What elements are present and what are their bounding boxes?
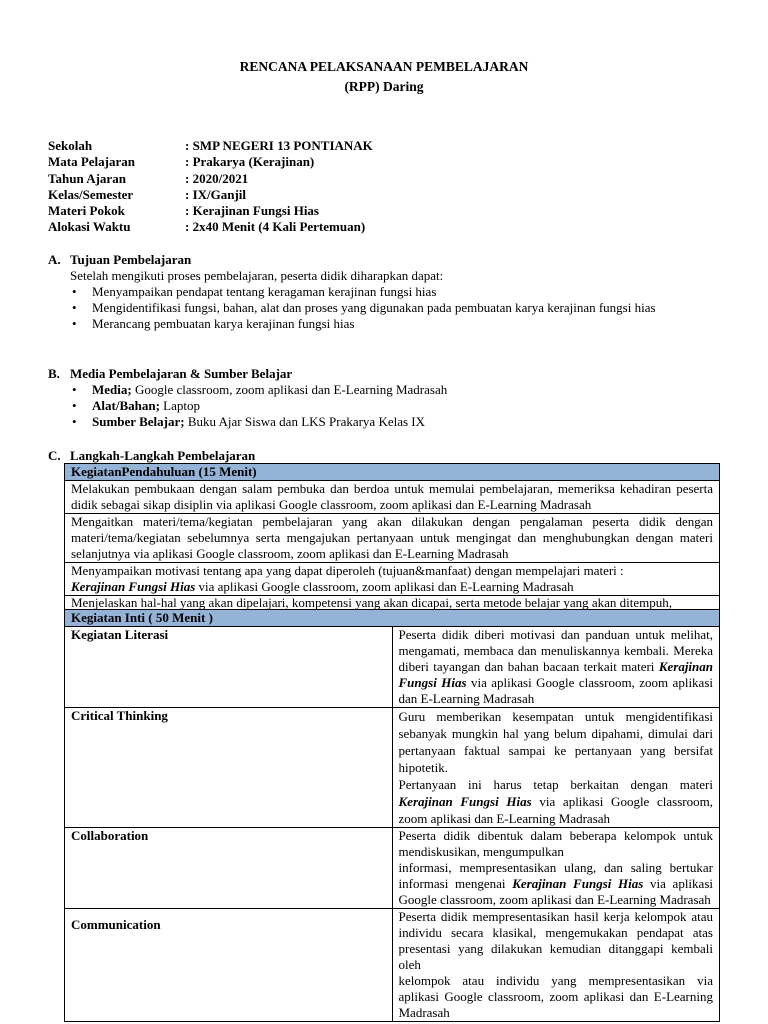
info-value: : 2020/2021 <box>185 170 249 186</box>
objectives-list <box>70 284 722 332</box>
section-letter: B. <box>48 366 60 381</box>
media-list <box>70 382 722 430</box>
section-c-heading <box>48 448 255 464</box>
section-letter: A. <box>48 252 61 267</box>
identity-block <box>48 138 373 236</box>
info-label: Materi Pokok <box>48 203 125 219</box>
table-row <box>65 610 720 627</box>
cell-text: Guru memberikan kesempatan untuk mengidentifikasi sebanyak mungkin hal yang belum dipahami, dimulai dari pertanyaan faktual sampai ke pertanyaan yang bersifat hipotetik. <box>398 709 713 775</box>
emphasis-text: Kerajinan Fungsi Hias <box>398 794 532 809</box>
table-row <box>65 909 720 1022</box>
table-cell: Melakukan pembukaan dengan salam pembuka dan berdoa untuk memulai pembelajaran, memeriksa kehadiran peserta didik sebagai sikap disiplin via aplikasi Google classroom, zoom aplikasi dan E-Learning Madrasah <box>65 481 720 514</box>
section-title: Media Pembelajaran & Sumber Belajar <box>70 366 293 381</box>
cell-text: via aplikasi Google classroom, zoom aplikasi dan E-Learning Madrasah <box>398 675 713 706</box>
cell-text: Pertanyaan ini harus tetap berkaitan dengan materi <box>398 777 713 792</box>
cell-text: Peserta didik mempresentasikan hasil kerja kelompok atau individu secara klasikal, mengemukakan pendapat atas presentasi yang dilakukan kemudian ditanggapi kembali oleh <box>398 909 713 972</box>
item-label: Sumber Belajar; <box>92 414 185 429</box>
info-label: Sekolah <box>48 138 93 153</box>
table-cell <box>392 909 720 1022</box>
table-row <box>65 828 720 909</box>
row-label: Kegiatan Literasi <box>65 627 393 708</box>
emphasis-text: Kerajinan Fungsi Hias <box>71 579 196 594</box>
list-item <box>70 398 722 414</box>
info-label: Tahun Ajaran <box>48 170 126 186</box>
table-cell: Mengaitkan materi/tema/kegiatan pembelajaran yang akan dilakukan dengan pengalaman peserta didik dengan materi/tema/kegiatan sebelumnya serta mengajukan pertanyaan untuk mengingat dan menghubungkan dengan materi selanjutnya via aplikasi Google classroom, zoom aplikasi dan E-Learning Madrasah <box>65 514 720 563</box>
cell-text: Menyampaikan motivasi tentang apa yang dapat diperoleh (tujuan&manfaat) dengan mempelajari materi : <box>71 563 624 578</box>
section-letter: C. <box>48 448 61 463</box>
section-a-heading <box>48 252 191 268</box>
info-value: : Kerajinan Fungsi Hias <box>185 203 319 219</box>
info-label: Kelas/Semester <box>48 186 134 202</box>
table-row <box>65 596 720 610</box>
cell-text: Peserta didik dibentuk dalam beberapa kelompok untuk mendiskusikan, mengumpulkan <box>398 828 713 859</box>
table-row <box>65 481 720 514</box>
emphasis-text: Kerajinan Fungsi Hias <box>398 659 713 690</box>
table-cell <box>392 627 720 708</box>
table-cell <box>65 563 720 596</box>
info-value: : 2x40 Menit (4 Kali Pertemuan) <box>185 219 366 235</box>
table-cell: Menjelaskan hal-hal yang akan dipelajari, kompetensi yang akan dicapai, serta metode belajar yang akan ditempuh, <box>65 596 720 610</box>
table-row <box>65 514 720 563</box>
section-title: Tujuan Pembelajaran <box>70 252 192 267</box>
info-label: Mata Pelajaran <box>48 154 136 170</box>
list-item <box>70 414 722 430</box>
learning-steps-table <box>64 463 720 1022</box>
item-text: Buku Ajar Siswa dan LKS Prakarya Kelas IX <box>184 414 426 429</box>
cell-text: Peserta didik diberi motivasi dan panduan untuk melihat, mengamati, membaca dan menuliskannya kembali. Mereka diberi tayangan dan bahan bacaan terkait materi <box>398 627 713 674</box>
emphasis-text: Kerajinan Fungsi Hias <box>512 876 644 891</box>
list-item: • Menyampaikan pendapat tentang keragaman kerajinan fungsi hias <box>70 284 722 300</box>
item-label: Media; <box>92 382 132 397</box>
section-a-intro: Setelah mengikuti proses pembelajaran, peserta didik diharapkan dapat: <box>70 268 444 283</box>
cell-text: via aplikasi Google classroom, zoom aplikasi dan E-Learning Madrasah <box>398 876 713 907</box>
info-row <box>48 138 373 154</box>
row-label: Collaboration <box>65 828 393 909</box>
row-label: Critical Thinking <box>65 708 393 828</box>
item-text: Google classroom, zoom aplikasi dan E-Learning Madrasah <box>131 382 448 397</box>
info-row <box>48 154 373 170</box>
pendahuluan-header: KegiatanPendahuluan (15 Menit) <box>65 464 720 481</box>
document-subtitle: (RPP) Daring <box>344 79 424 94</box>
info-label: Alokasi Waktu <box>48 219 131 235</box>
table-cell <box>392 828 720 909</box>
info-value: : SMP NEGERI 13 PONTIANAK <box>185 138 373 153</box>
document-title: RENCANA PELAKSANAAN PEMBELAJARAN <box>239 59 529 74</box>
list-item: • Mengidentifikasi fungsi, bahan, alat dan proses yang digunakan pada pembuatan karya kerajinan fungsi hias <box>70 300 722 316</box>
cell-text: kelompok atau individu yang mempresentasikan via aplikasi Google classroom, zoom aplikasi dan E-Learning Madrasah <box>398 973 713 1020</box>
row-label: Communication <box>65 909 393 1022</box>
info-value: : IX/Ganjil <box>185 186 247 202</box>
list-item <box>70 382 722 398</box>
section-title: Langkah-Langkah Pembelajaran <box>70 448 256 463</box>
cell-text: informasi, mempresentasikan ulang, dan saling bertukar informasi mengenai <box>398 860 713 891</box>
info-row <box>48 171 373 187</box>
table-row <box>65 464 720 481</box>
table-row <box>65 563 720 596</box>
table-row <box>65 708 720 828</box>
table-cell <box>392 708 720 828</box>
table-row <box>65 627 720 708</box>
info-row <box>48 203 373 219</box>
list-item: • Merancang pembuatan karya kerajinan fungsi hias <box>70 316 722 332</box>
cell-text: via aplikasi Google classroom, zoom aplikasi dan E-Learning Madrasah <box>398 794 713 826</box>
item-text: Laptop <box>159 398 200 413</box>
section-b-heading <box>48 366 292 382</box>
cell-text: via aplikasi Google classroom, zoom aplikasi dan E-Learning Madrasah <box>195 579 574 594</box>
inti-header: Kegiatan Inti ( 50 Menit ) <box>65 610 720 627</box>
info-row <box>48 187 373 203</box>
info-row <box>48 219 373 235</box>
item-label: Alat/Bahan; <box>92 398 160 413</box>
info-value: : Prakarya (Kerajinan) <box>185 154 315 170</box>
